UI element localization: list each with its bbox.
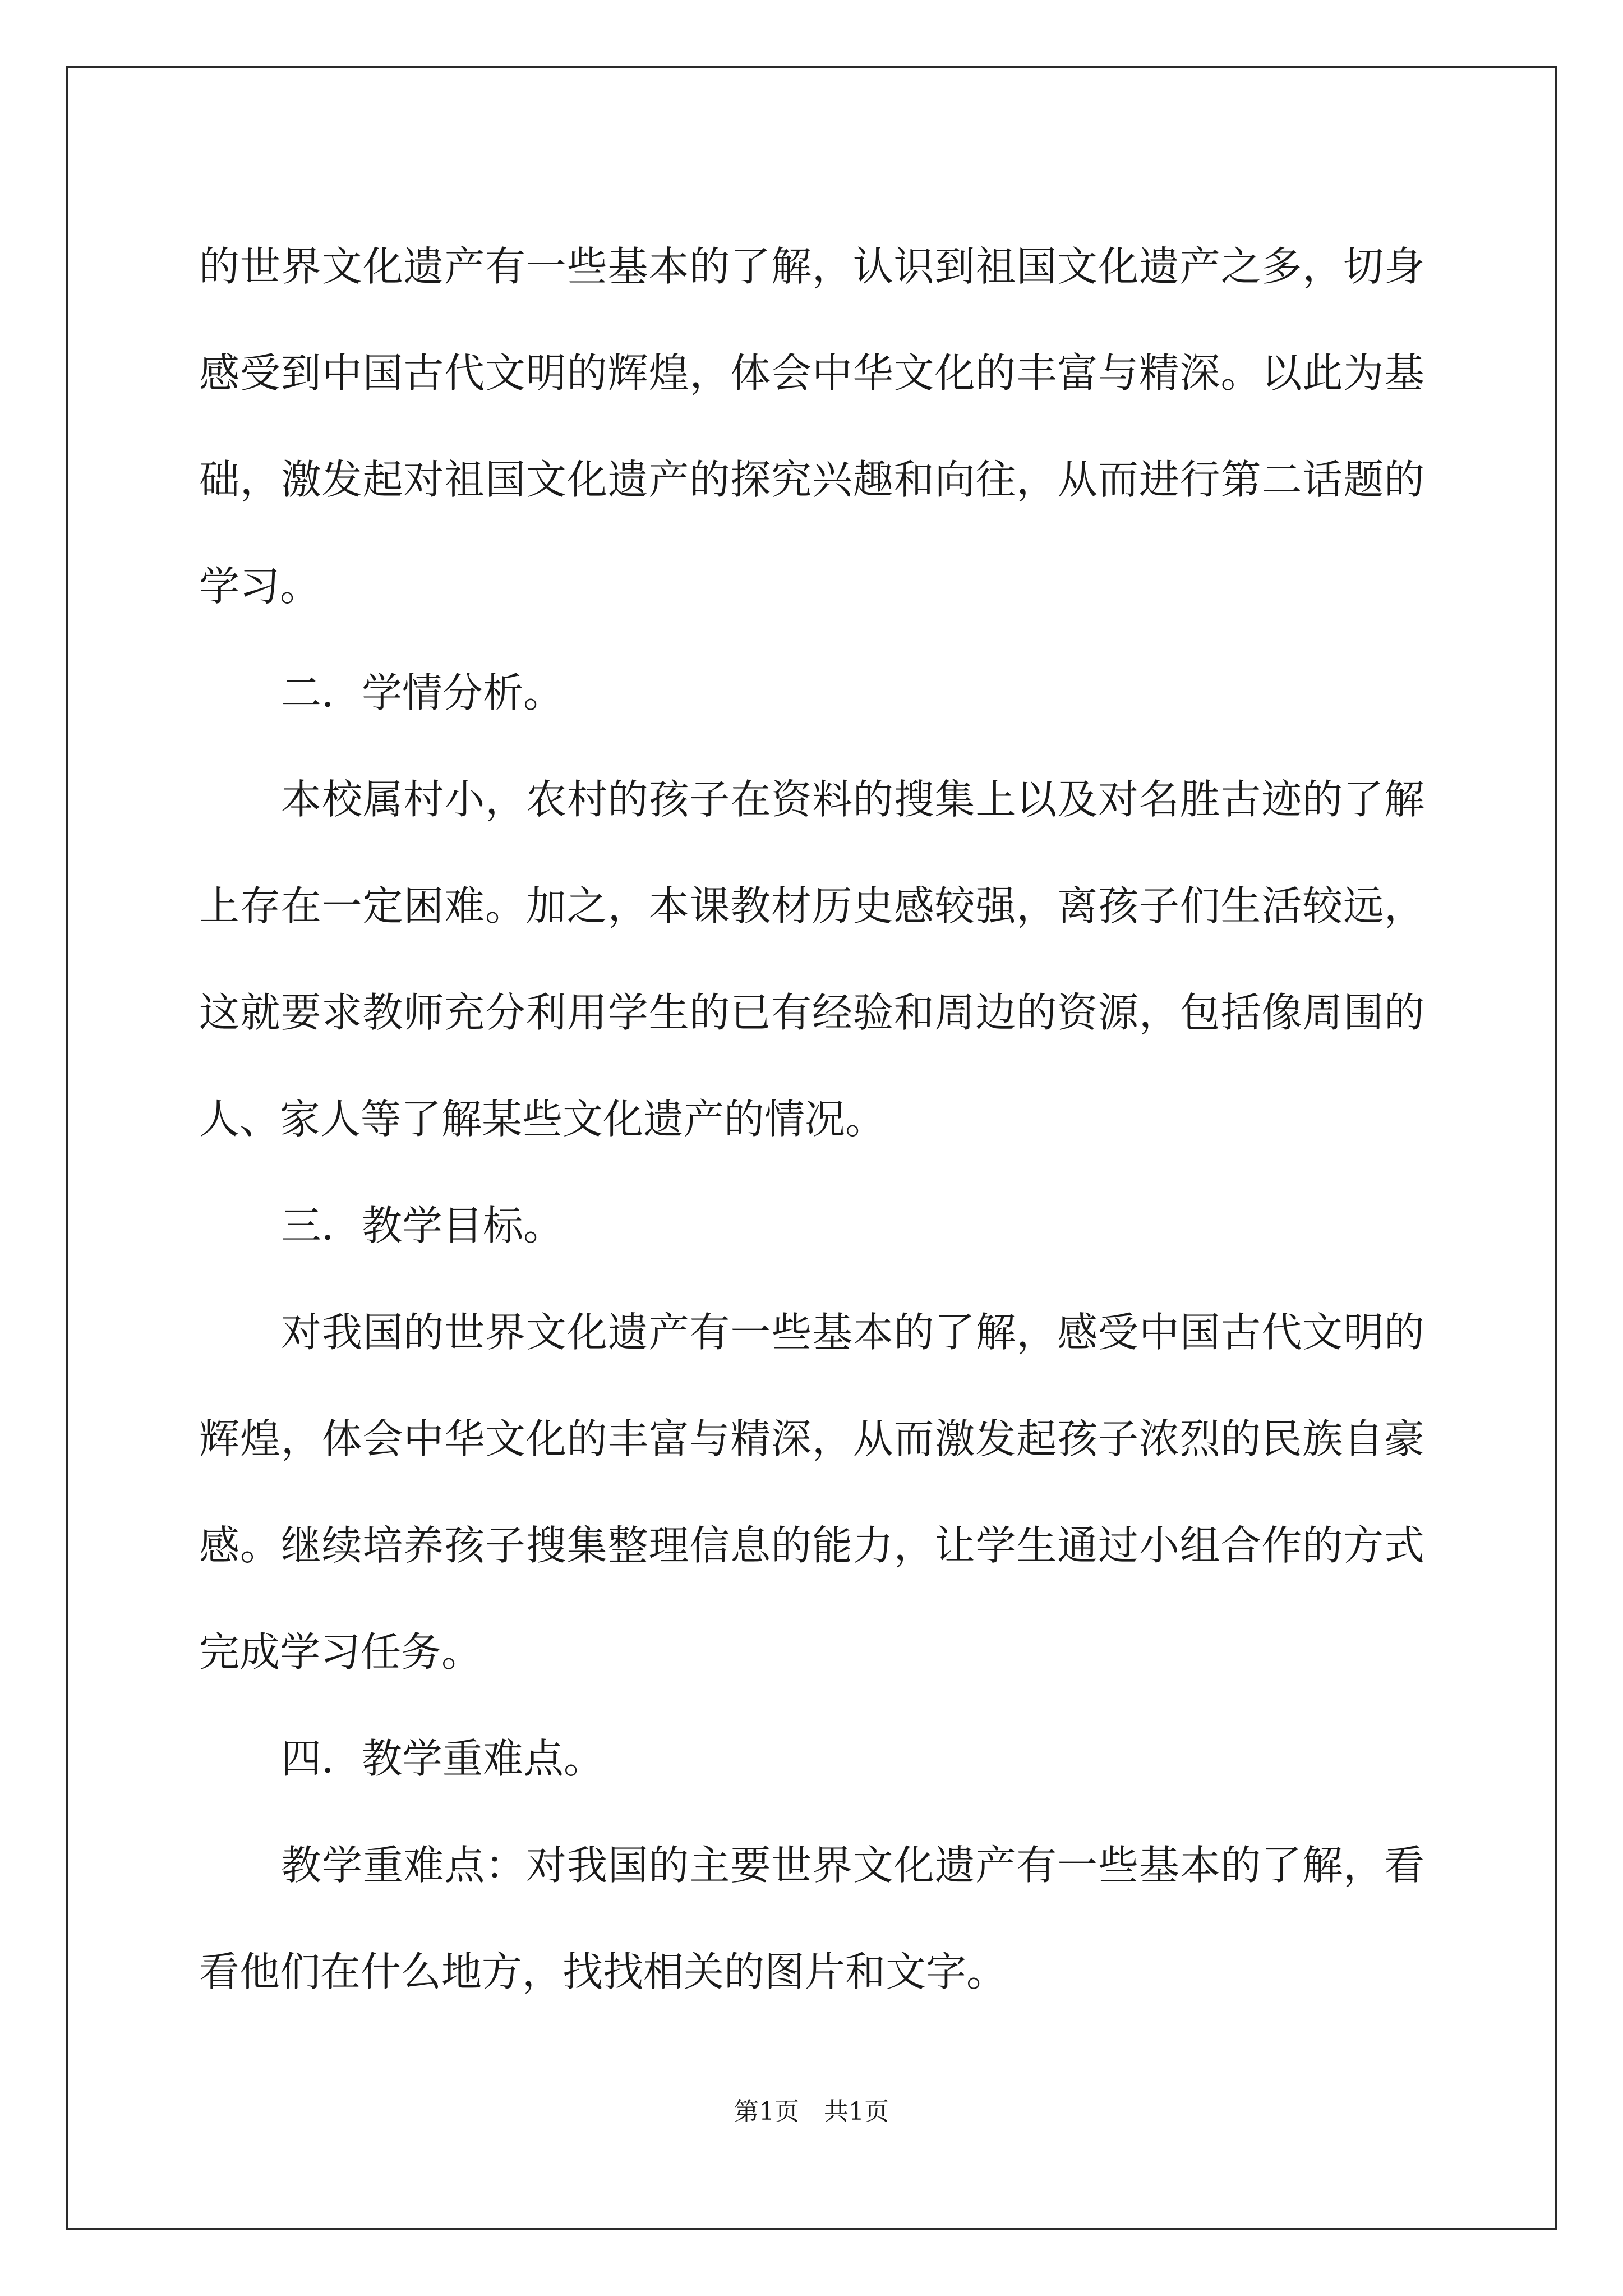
section-heading-teaching-goals: 三．教学目标。: [281, 1202, 564, 1249]
page-footer: 第1页 共1页: [734, 2097, 889, 2126]
paragraph-teaching-goals: 对我国的世界文化遗产有一些基本的了解，感受中国古代文明的辉煌，体会中华文化的丰富与精深，从而激发起孩子浓烈的民族自豪感。继续培养孩子搜集整理信息的能力，让学生通过小组合作的方式完成学习任务。: [199, 1309, 1424, 1676]
paragraph-key-points: 教学重难点：对我国的主要世界文化遗产有一些基本的了解，看看他们在什么地方，找找相关的图片和文字。: [199, 1842, 1424, 1995]
section-heading-key-points: 四．教学重难点。: [281, 1735, 605, 1782]
paragraph-learning-analysis: 本校属村小，农村的孩子在资料的搜集上以及对名胜古迹的了解上存在一定困难。加之，本课教材历史感较强，离孩子们生活较远，这就要求教师充分利用学生的已有经验和周边的资源，包括像周围的人、家人等了解某些文化遗产的情况。: [199, 776, 1424, 1143]
section-heading-learning-analysis: 二．学情分析。: [281, 669, 564, 716]
paragraph-continuation: 的世界文化遗产有一些基本的了解，认识到祖国文化遗产之多，切身感受到中国古代文明的辉煌，体会中华文化的丰富与精深。以此为基础，激发起对祖国文化遗产的探究兴趣和向往，从而进行第二话题的学习。: [199, 243, 1424, 610]
document-body: [199, 213, 1424, 2025]
